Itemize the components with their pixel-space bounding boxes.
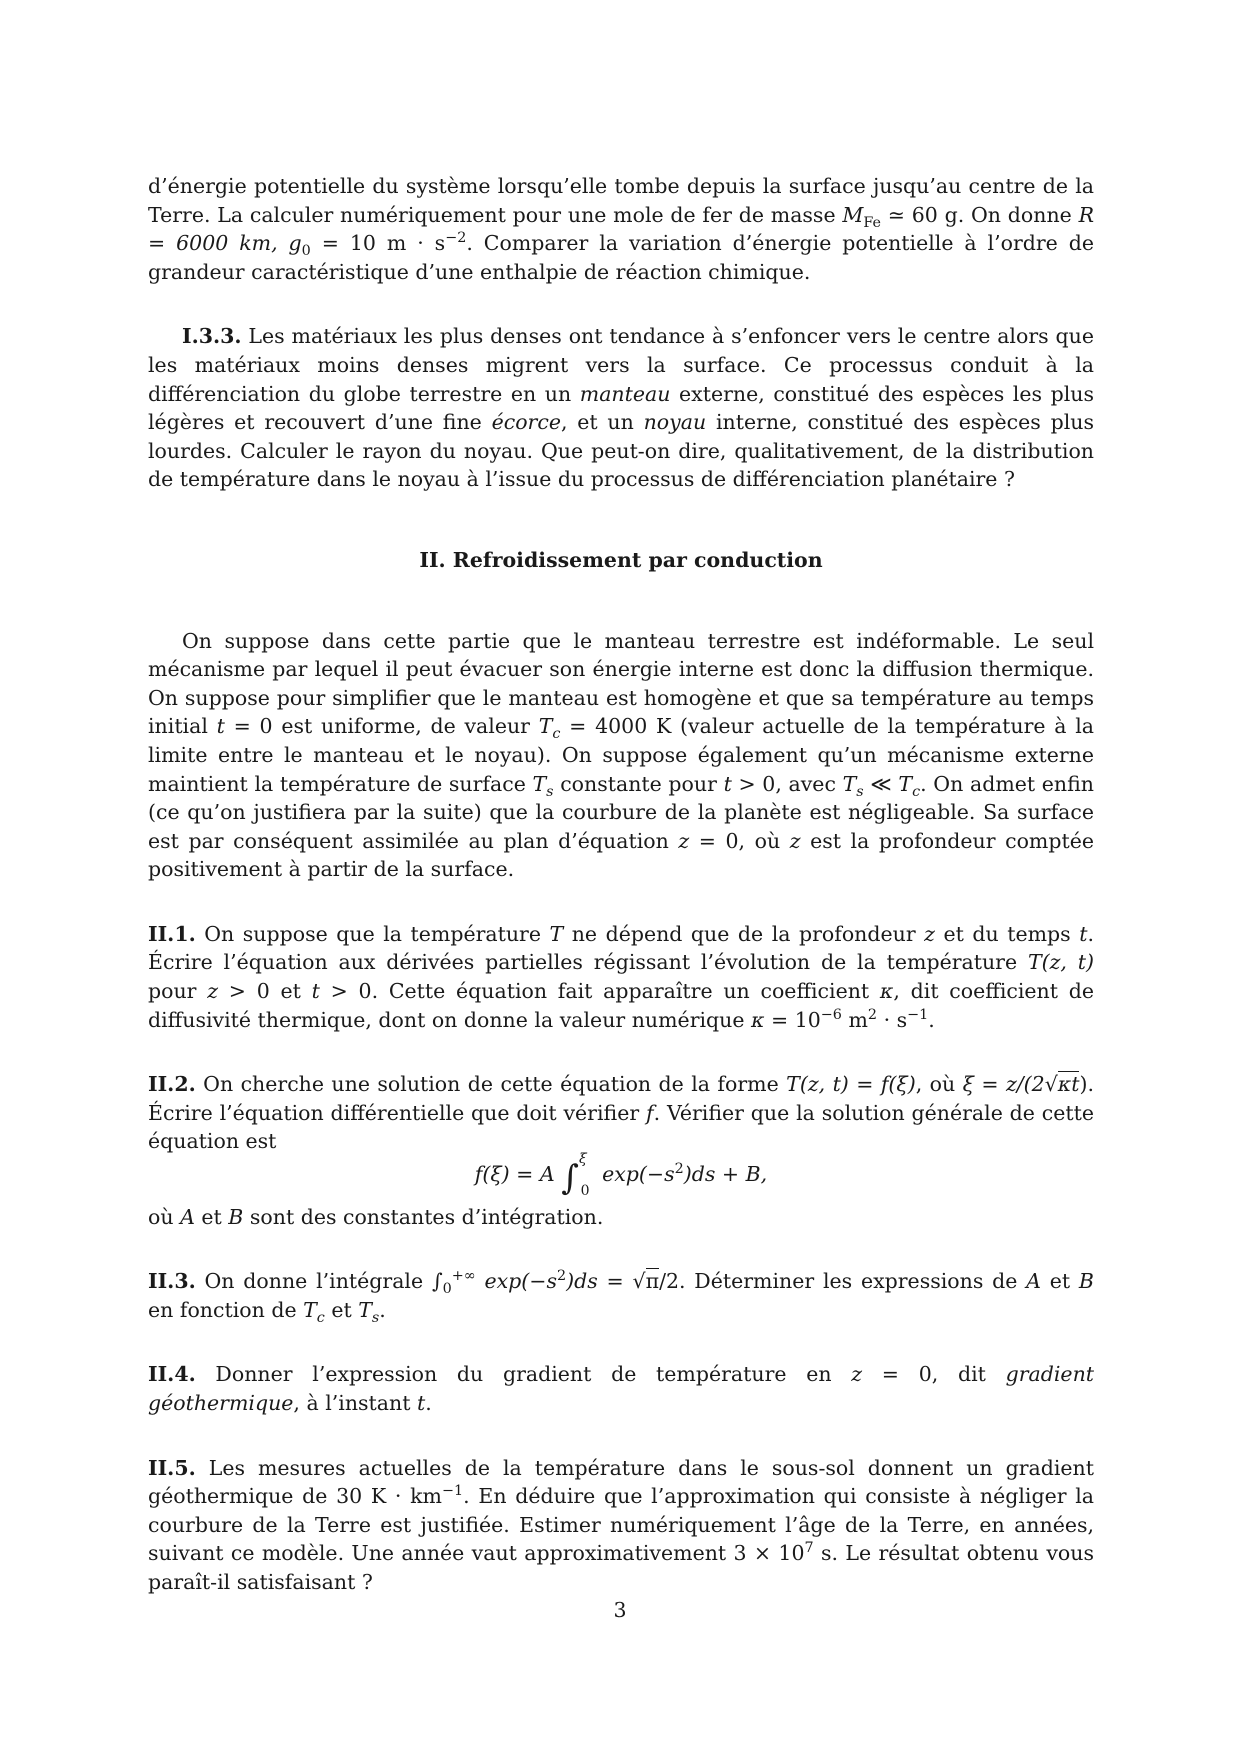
text: , où (915, 1072, 963, 1097)
section-intro (148, 627, 1094, 884)
text: On cherche une solution de cette équation de la forme (195, 1072, 787, 1097)
text: Les matériaux les plus denses ont tendance à s’enfoncer vers le centre alors que les matériaux moins denses migrent vers la surface. Ce processus conduit à la différenciation du globe terrestre en un (148, 324, 1094, 406)
math: )ds = (566, 1269, 633, 1294)
question-label: II.3. (148, 1269, 196, 1294)
math: A (1026, 1269, 1041, 1294)
math: T (549, 921, 564, 946)
text: = 0, dit (862, 1362, 1006, 1387)
math: T (532, 771, 547, 796)
text: s. Le résultat obtenu vous paraît-il satisfaisant ? (148, 1541, 1094, 1594)
text: constante pour (553, 771, 724, 796)
page-number: 3 (613, 1598, 627, 1622)
math: T (898, 771, 913, 796)
math: z (789, 828, 801, 853)
text: et (1040, 1269, 1079, 1294)
question-label: II.5. (148, 1455, 196, 1480)
text: > 0 et (218, 979, 312, 1004)
math: T (538, 714, 553, 739)
math-sup: 2 (556, 1268, 567, 1285)
math-sup: 7 (804, 1540, 814, 1557)
math: t (723, 771, 732, 796)
question-i-3-3 (148, 322, 1094, 494)
integral-upper-limit: ξ (578, 1151, 587, 1168)
math: t (1079, 921, 1088, 946)
text: Donner l’expression du gradient de température en (195, 1362, 852, 1387)
question-ii-3: II.3. On donne l’intégrale $\int_0^{+\infty}$ $\exp(-s^2)ds = √\pi/2$. Déterminer les expressions de A et B en fonction de $T_c$ et $T_s$. (148, 1268, 1094, 1326)
math: T (358, 1297, 372, 1322)
math: T(z, t) (1027, 950, 1094, 975)
text: est la profondeur comptée positivement à partir de la surface. (148, 828, 1094, 882)
math: /2 (659, 1269, 680, 1294)
text: . On admet enfin (ce qu’on justifiera par la suite) que la courbure de la planète est négligeable. Sa surface est par conséquent assimilée au plan d’équation (148, 771, 1094, 853)
emphasis: gradient géothermique (148, 1362, 1095, 1415)
math: z (207, 979, 219, 1004)
math: z (678, 828, 690, 853)
question-ii-2-continued (148, 1203, 1094, 1232)
math-sup: −1 (441, 1483, 464, 1500)
integral-sign: ∫ (431, 1269, 443, 1294)
sqrt-argument: π (645, 1269, 660, 1294)
math-sub: c (912, 783, 921, 800)
text: et du temps (934, 921, 1080, 946)
math: )ds + B, (683, 1162, 768, 1187)
text: interne, constitué des espèces plus lourdes. Calculer le rayon du noyau. Que peut-on dire, qualitativement, de la distribution de température dans le noyau à l’issue du processus de différenciation planétaire ? (148, 410, 1094, 492)
text: . En déduire que l’approximation qui consiste à négliger la courbure de la Terre est justifiée. Estimer numériquement l’âge de la Terre, en années, suivant ce modèle. Une année vaut approximativement 3 × 10 (148, 1484, 1094, 1566)
emphasis: manteau (579, 381, 671, 406)
math: T(z, t) = f(ξ) (786, 1072, 916, 1097)
math: exp(−s (475, 1269, 557, 1294)
text: On donne l’intégrale (195, 1269, 432, 1294)
question-label: I.3.3. (182, 324, 242, 349)
text: > 0. Cette équation fait apparaître un coefficient (319, 979, 880, 1004)
integral-lower-limit: 0 (442, 1281, 452, 1298)
question-label: II.4. (148, 1362, 196, 1387)
math: g (288, 231, 302, 256)
math: exp(−s (595, 1162, 675, 1187)
intro-paragraph (148, 172, 1094, 286)
text: . Écrire l’équation aux dérivées partielles régissant l’évolution de la température (148, 921, 1094, 975)
emphasis: noyau (643, 410, 707, 435)
math-sub: 0 (301, 243, 311, 260)
text: , et un (560, 410, 644, 435)
text: = 0 est uniforme, de valeur (224, 714, 539, 739)
text: d’énergie potentielle du système lorsqu’elle tombe depuis la surface jusqu’au centre de la Terre. (148, 174, 1094, 227)
question-ii-4 (148, 1360, 1094, 1417)
text: = 0, où (689, 828, 790, 853)
text: = 10 m · s (310, 231, 446, 256)
math-sup: 2 (867, 1006, 878, 1023)
text: sont des constantes d’intégration. (243, 1204, 604, 1229)
text: ne dépend que de la profondeur (563, 921, 925, 946)
math-op: ≪ (863, 771, 899, 796)
integral-lower-limit: 0 (580, 1183, 590, 1200)
display-equation (148, 1151, 1094, 1200)
sqrt-argument: κt (1057, 1072, 1080, 1097)
text: . Écrire l’équation différentielle que doit vérifier (148, 1072, 1095, 1125)
text: , dit coefficient de diffusivité thermique, dont on donne la valeur numérique (148, 979, 1094, 1032)
math: κ (879, 979, 894, 1004)
math: A (180, 1204, 195, 1229)
text: La calculer numériquement pour une mole de fer de masse (217, 202, 843, 227)
math-sub: c (316, 1309, 325, 1326)
question-label: II.2. (148, 1072, 196, 1097)
math-sup: −6 (820, 1006, 842, 1023)
text: . Déterminer les expressions de (679, 1269, 1027, 1294)
text: , à l’instant (293, 1391, 417, 1415)
question-label: II.1. (148, 921, 196, 946)
math-sub: c (552, 726, 561, 743)
text: . (379, 1297, 386, 1322)
math: T (303, 1297, 317, 1322)
text: pour (148, 979, 208, 1004)
math: B (228, 1204, 244, 1229)
question-ii-5 (148, 1454, 1094, 1597)
text: et (324, 1297, 359, 1322)
math: T (842, 771, 857, 796)
math: B (1078, 1269, 1094, 1294)
integral-sign: ∫ (561, 1158, 579, 1199)
text: . (425, 1391, 432, 1415)
math: t (416, 1391, 426, 1415)
math-sub: s (371, 1309, 380, 1326)
text: · s (877, 1007, 908, 1032)
math-sub: Fe (863, 214, 882, 231)
math: ) (1079, 1072, 1088, 1097)
math-sub: s (856, 783, 864, 800)
math-sup: −1 (907, 1006, 929, 1023)
math-sub: s (546, 783, 554, 800)
text: où (148, 1204, 181, 1229)
text: On suppose que la température (195, 921, 550, 946)
text: On suppose dans cette partie que le manteau terrestre est indéformable. Le seul mécanisme par lequel il peut évacuer son énergie interne est donc la diffusion thermique. On suppose pour simplifier que le manteau est homogène et que sa température au temps initial (148, 628, 1094, 739)
math: ξ = z/(2 (962, 1072, 1045, 1097)
text: m (841, 1007, 868, 1032)
question-ii-2: II.2. On cherche une solution de cette équation de la forme T(z, t) = f(ξ), où ξ = z/(2√κt). Écrire l’équation différentielle que doit vérifier f. Vérifier que la solution générale de cette équation est (148, 1072, 1095, 1154)
text: externe, constitué des espèces les plus légères et recouvert d’une fine (148, 381, 1095, 435)
text: en fonction de (148, 1297, 304, 1322)
text: . Comparer la variation d’énergie potentielle à l’ordre de grandeur caractéristique d’une enthalpie de réaction chimique. (148, 231, 1094, 284)
text: et (194, 1204, 229, 1229)
text: = 4000 K (valeur actuelle de la température à la limite entre le manteau et le noyau). On suppose également qu’un mécanisme externe maintient la température de surface (148, 714, 1094, 796)
text: . Vérifier que la solution générale de cette équation est (148, 1100, 1095, 1154)
math: f (645, 1100, 654, 1125)
math: R = 6000 km, (148, 202, 1094, 256)
emphasis: écorce (491, 410, 561, 435)
math: z (924, 921, 935, 946)
math: M (842, 202, 864, 227)
question-ii-1 (148, 920, 1094, 1034)
math-sup: 2 (674, 1161, 684, 1178)
math: t (216, 714, 225, 739)
section-title: II. Refroidissement par conduction (419, 547, 823, 572)
text: Les mesures actuelles de la température dans le sous-sol donnent un gradient géothermique de 30 K · km (148, 1455, 1094, 1509)
math: f(ξ) = A (474, 1162, 555, 1187)
math-sup: −2 (445, 230, 467, 247)
document-page (148, 172, 1094, 1597)
math: t (311, 979, 320, 1004)
math: z (851, 1362, 863, 1387)
text: . (928, 1007, 935, 1032)
text: ≃ 60 g. On donne (881, 202, 1079, 227)
integral-upper-limit: +∞ (451, 1268, 476, 1285)
text: > 0, avec (731, 771, 843, 796)
math: κ (751, 1007, 765, 1032)
text: = 10 (764, 1007, 821, 1032)
